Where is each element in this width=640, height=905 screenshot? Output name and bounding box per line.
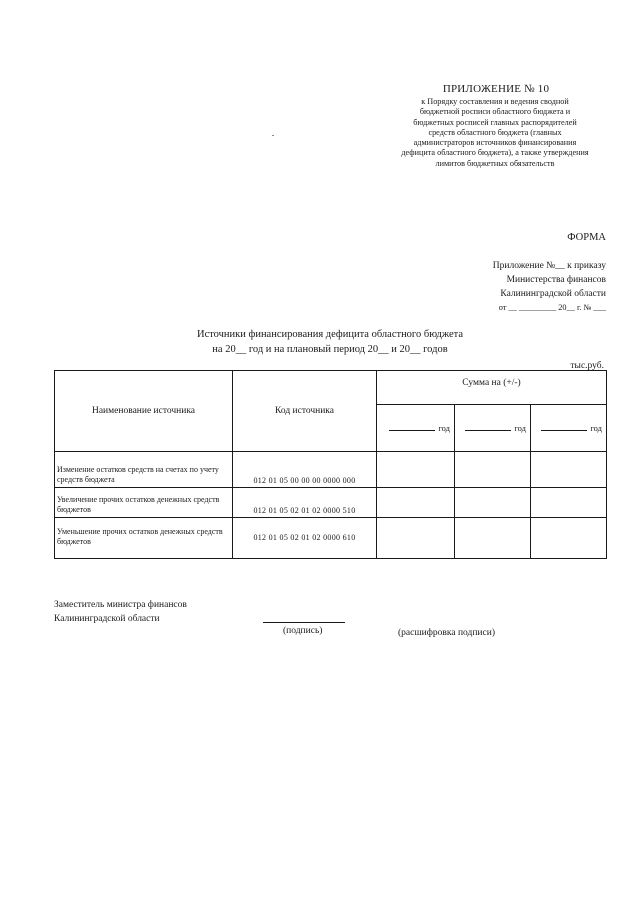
appendix-line: дефицита областного бюджета), а также утверждения: [401, 148, 589, 158]
row-sum-cell: [377, 452, 455, 488]
order-reference: [396, 259, 606, 315]
row-sum-cell: [531, 452, 607, 488]
row-sum-cell: [531, 518, 607, 559]
header-sum: Сумма на (+/-): [377, 371, 607, 405]
header-year-1: год: [377, 405, 455, 452]
order-line: Министерства финансов: [506, 275, 606, 285]
signature-line: [263, 622, 345, 623]
appendix-title: ПРИЛОЖЕНИЕ № 10: [442, 83, 550, 95]
signature-decode-label: (расшифровка подписи): [398, 628, 495, 638]
form-label: ФОРМА: [567, 232, 606, 243]
row-source-code: 012 01 05 02 01 02 0000 610: [233, 518, 377, 559]
appendix-line: средств областного бюджета (главных: [428, 127, 562, 137]
appendix-line: бюджетной росписи областного бюджета и: [419, 107, 571, 117]
row-sum-cell: [377, 518, 455, 559]
title-line: на 20__ год и на плановый период 20__ и 20__ годов: [212, 344, 448, 355]
appendix-line: лимитов бюджетных обязательств: [435, 158, 555, 168]
row-source-name: Изменение остатков средств на счетах по учету средств бюджета: [55, 452, 233, 488]
order-line: Калининградской области: [500, 289, 606, 299]
row-source-name: Увеличение прочих остатков денежных средств бюджетов: [55, 488, 233, 518]
table-row: [55, 452, 607, 488]
document-title: [150, 327, 510, 357]
header-source-code: Код источника: [233, 371, 377, 452]
sources-table: [54, 370, 607, 559]
row-sum-cell: [455, 452, 531, 488]
header-year-3: год: [531, 405, 607, 452]
signature-label: (подпись): [283, 626, 323, 636]
row-source-code: 012 01 05 00 00 00 0000 000: [233, 452, 377, 488]
row-sum-cell: [455, 488, 531, 518]
row-sum-cell: [455, 518, 531, 559]
row-source-name: Уменьшение прочих остатков денежных средств бюджетов: [55, 518, 233, 559]
header-source-name: Наименование источника: [55, 371, 233, 452]
units-label: тыс.руб.: [570, 361, 604, 371]
header-year-2: год: [455, 405, 531, 452]
order-line: Приложение №__ к приказу: [492, 261, 606, 271]
signer-title: Заместитель министра финансов: [54, 600, 187, 610]
row-sum-cell: [531, 488, 607, 518]
appendix-line: администраторов источников финансирования: [413, 138, 577, 148]
signer-org: Калининградской области: [54, 614, 160, 624]
appendix-line: бюджетных росписей главных распорядителей: [413, 117, 577, 127]
title-line: Источники финансирования дефицита областного бюджета: [196, 329, 464, 340]
scan-speck: [272, 135, 274, 136]
signer-block: [54, 598, 187, 626]
appendix-text: [372, 97, 618, 169]
table-row: [55, 488, 607, 518]
table-row: [55, 518, 607, 559]
order-date-line: от __ _________ 20__ г. № ___: [498, 303, 606, 312]
appendix-line: к Порядку составления и ведения сводной: [421, 97, 569, 106]
row-source-code: 012 01 05 02 01 02 0000 510: [233, 488, 377, 518]
row-sum-cell: [377, 488, 455, 518]
